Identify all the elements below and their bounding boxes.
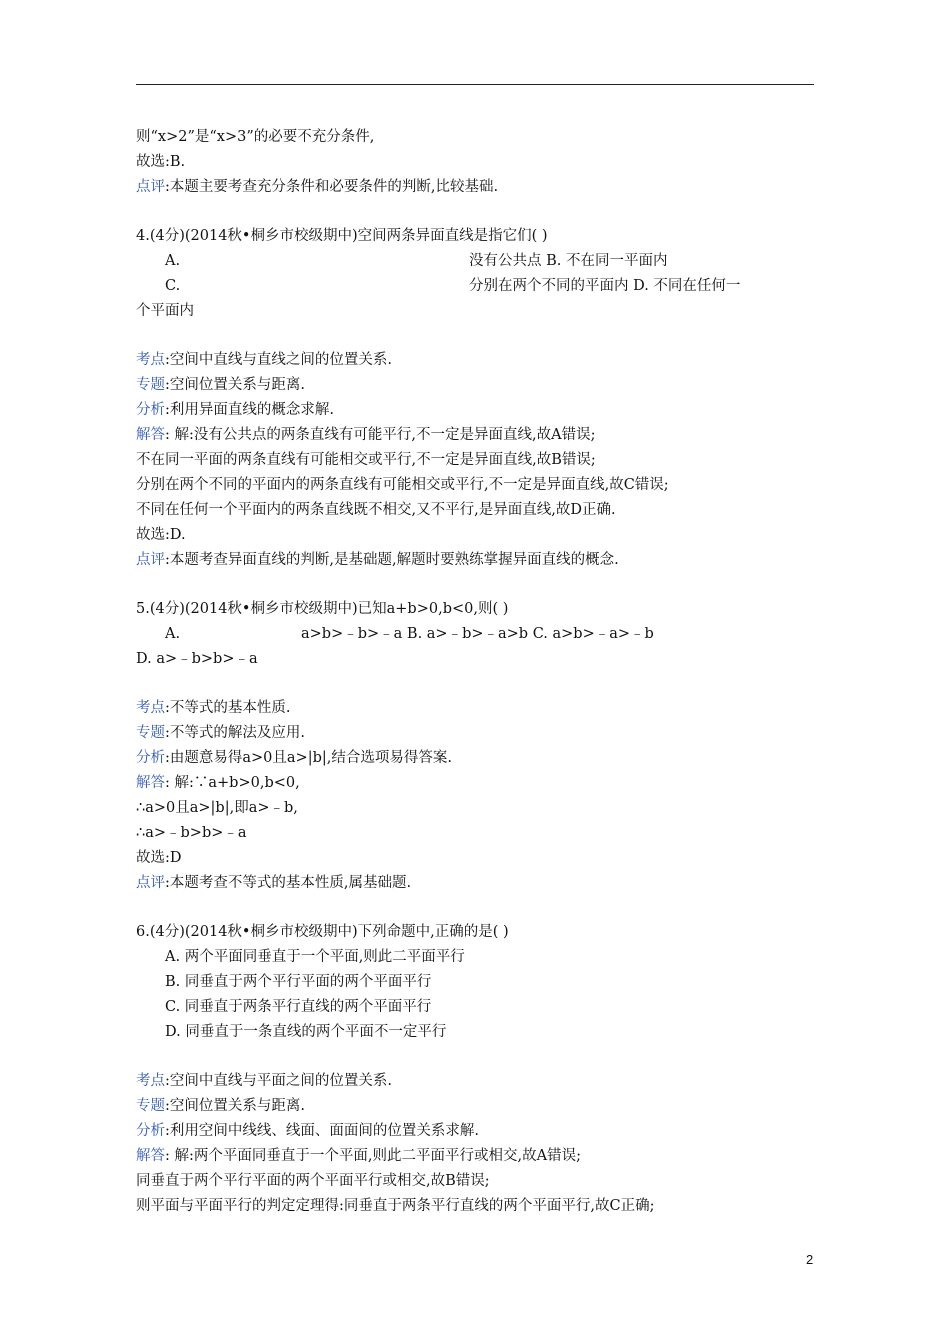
- q4-solution-line: 不同在任何一个平面内的两条直线既不相交,又不平行,是异面直线,故D正确.: [136, 502, 616, 518]
- q4-options-ab: 没有公共点 B. 不在同一平面内: [469, 253, 668, 269]
- q6-solution-line: 则平面与平面平行的判定定理得:同垂直于两条平行直线的两个平面平行,故C正确;: [136, 1198, 655, 1214]
- q4-option-wrap: 个平面内: [136, 303, 194, 319]
- question-6-stem: 6.(4分)(2014秋•桐乡市校级期中)下列命题中,正确的是( ): [136, 924, 509, 940]
- q6-option-d: D. 同垂直于一条直线的两个平面不一定平行: [165, 1024, 447, 1040]
- q5-option-a-label: A.: [165, 626, 181, 642]
- q4-kaodian: 考点:空间中直线与直线之间的位置关系.: [136, 352, 392, 368]
- q6-option-a: A. 两个平面同垂直于一个平面,则此二平面平行: [165, 949, 465, 965]
- q6-solution-line: 同垂直于两个平行平面的两个平面平行或相交,故B错误;: [136, 1173, 490, 1189]
- review-label: 点评: [136, 179, 165, 195]
- q4-fenxi: 分析:利用异面直线的概念求解.: [136, 402, 334, 418]
- q5-dianping: 点评:本题考查不等式的基本性质,属基础题.: [136, 875, 412, 891]
- q6-kaodian: 考点:空间中直线与平面之间的位置关系.: [136, 1073, 392, 1089]
- page-number: 2: [806, 1252, 814, 1267]
- q4-solution-line: 分别在两个不同的平面内的两条直线有可能相交或平行,不一定是异面直线,故C错误;: [136, 477, 669, 493]
- q6-fenxi: 分析:利用空间中线线、线面、面面间的位置关系求解.: [136, 1123, 479, 1139]
- q6-option-c: C. 同垂直于两条平行直线的两个平面平行: [165, 999, 432, 1015]
- q5-zhuanti: 专题:不等式的解法及应用.: [136, 725, 305, 741]
- question-5-stem: 5.(4分)(2014秋•桐乡市校级期中)已知a+b>0,b<0,则( ): [136, 601, 509, 617]
- q4-jieda: 解答: 解:没有公共点的两条直线有可能平行,不一定是异面直线,故A错误;: [136, 427, 596, 443]
- q5-options-abc: a>b>﹣b>﹣a B. a>﹣b>﹣a>b C. a>b>﹣a>﹣b: [301, 626, 654, 642]
- q5-solution-line: ∴a>﹣b>b>﹣a: [136, 825, 247, 841]
- q4-dianping: 点评:本题考查异面直线的判断,是基础题,解题时要熟练掌握异面直线的概念.: [136, 552, 619, 568]
- q6-option-b: B. 同垂直于两个平行平面的两个平面平行: [165, 974, 432, 990]
- q4-zhuanti: 专题:空间位置关系与距离.: [136, 377, 305, 393]
- q4-solution-line: 故选:D.: [136, 527, 186, 543]
- q5-solution-line: ∴a>0且a>|b|,即a>﹣b,: [136, 800, 298, 816]
- q4-option-a-label: A.: [165, 253, 181, 269]
- text-line: 则“x>2”是“x>3”的必要不充分条件,: [136, 129, 375, 145]
- review-line: 点评:本题主要考查充分条件和必要条件的判断,比较基础.: [136, 179, 499, 195]
- q5-jieda: 解答: 解:∵a+b>0,b<0,: [136, 775, 300, 791]
- q4-option-c-label: C.: [165, 278, 181, 294]
- q5-option-d: D. a>﹣b>b>﹣a: [136, 651, 258, 667]
- q4-solution-line: 不在同一平面的两条直线有可能相交或平行,不一定是异面直线,故B错误;: [136, 452, 596, 468]
- text-line: 故选:B.: [136, 154, 186, 170]
- q6-zhuanti: 专题:空间位置关系与距离.: [136, 1098, 305, 1114]
- q5-solution-line: 故选:D: [136, 850, 182, 866]
- q4-options-cd: 分别在两个不同的平面内 D. 不同在任何一: [469, 278, 741, 294]
- question-4-stem: 4.(4分)(2014秋•桐乡市校级期中)空间两条异面直线是指它们( ): [136, 228, 548, 244]
- q5-kaodian: 考点:不等式的基本性质.: [136, 700, 291, 716]
- q6-jieda: 解答: 解:两个平面同垂直于一个平面,则此二平面平行或相交,故A错误;: [136, 1148, 581, 1164]
- header-rule: [136, 84, 814, 85]
- q5-fenxi: 分析:由题意易得a>0且a>|b|,结合选项易得答案.: [136, 750, 452, 766]
